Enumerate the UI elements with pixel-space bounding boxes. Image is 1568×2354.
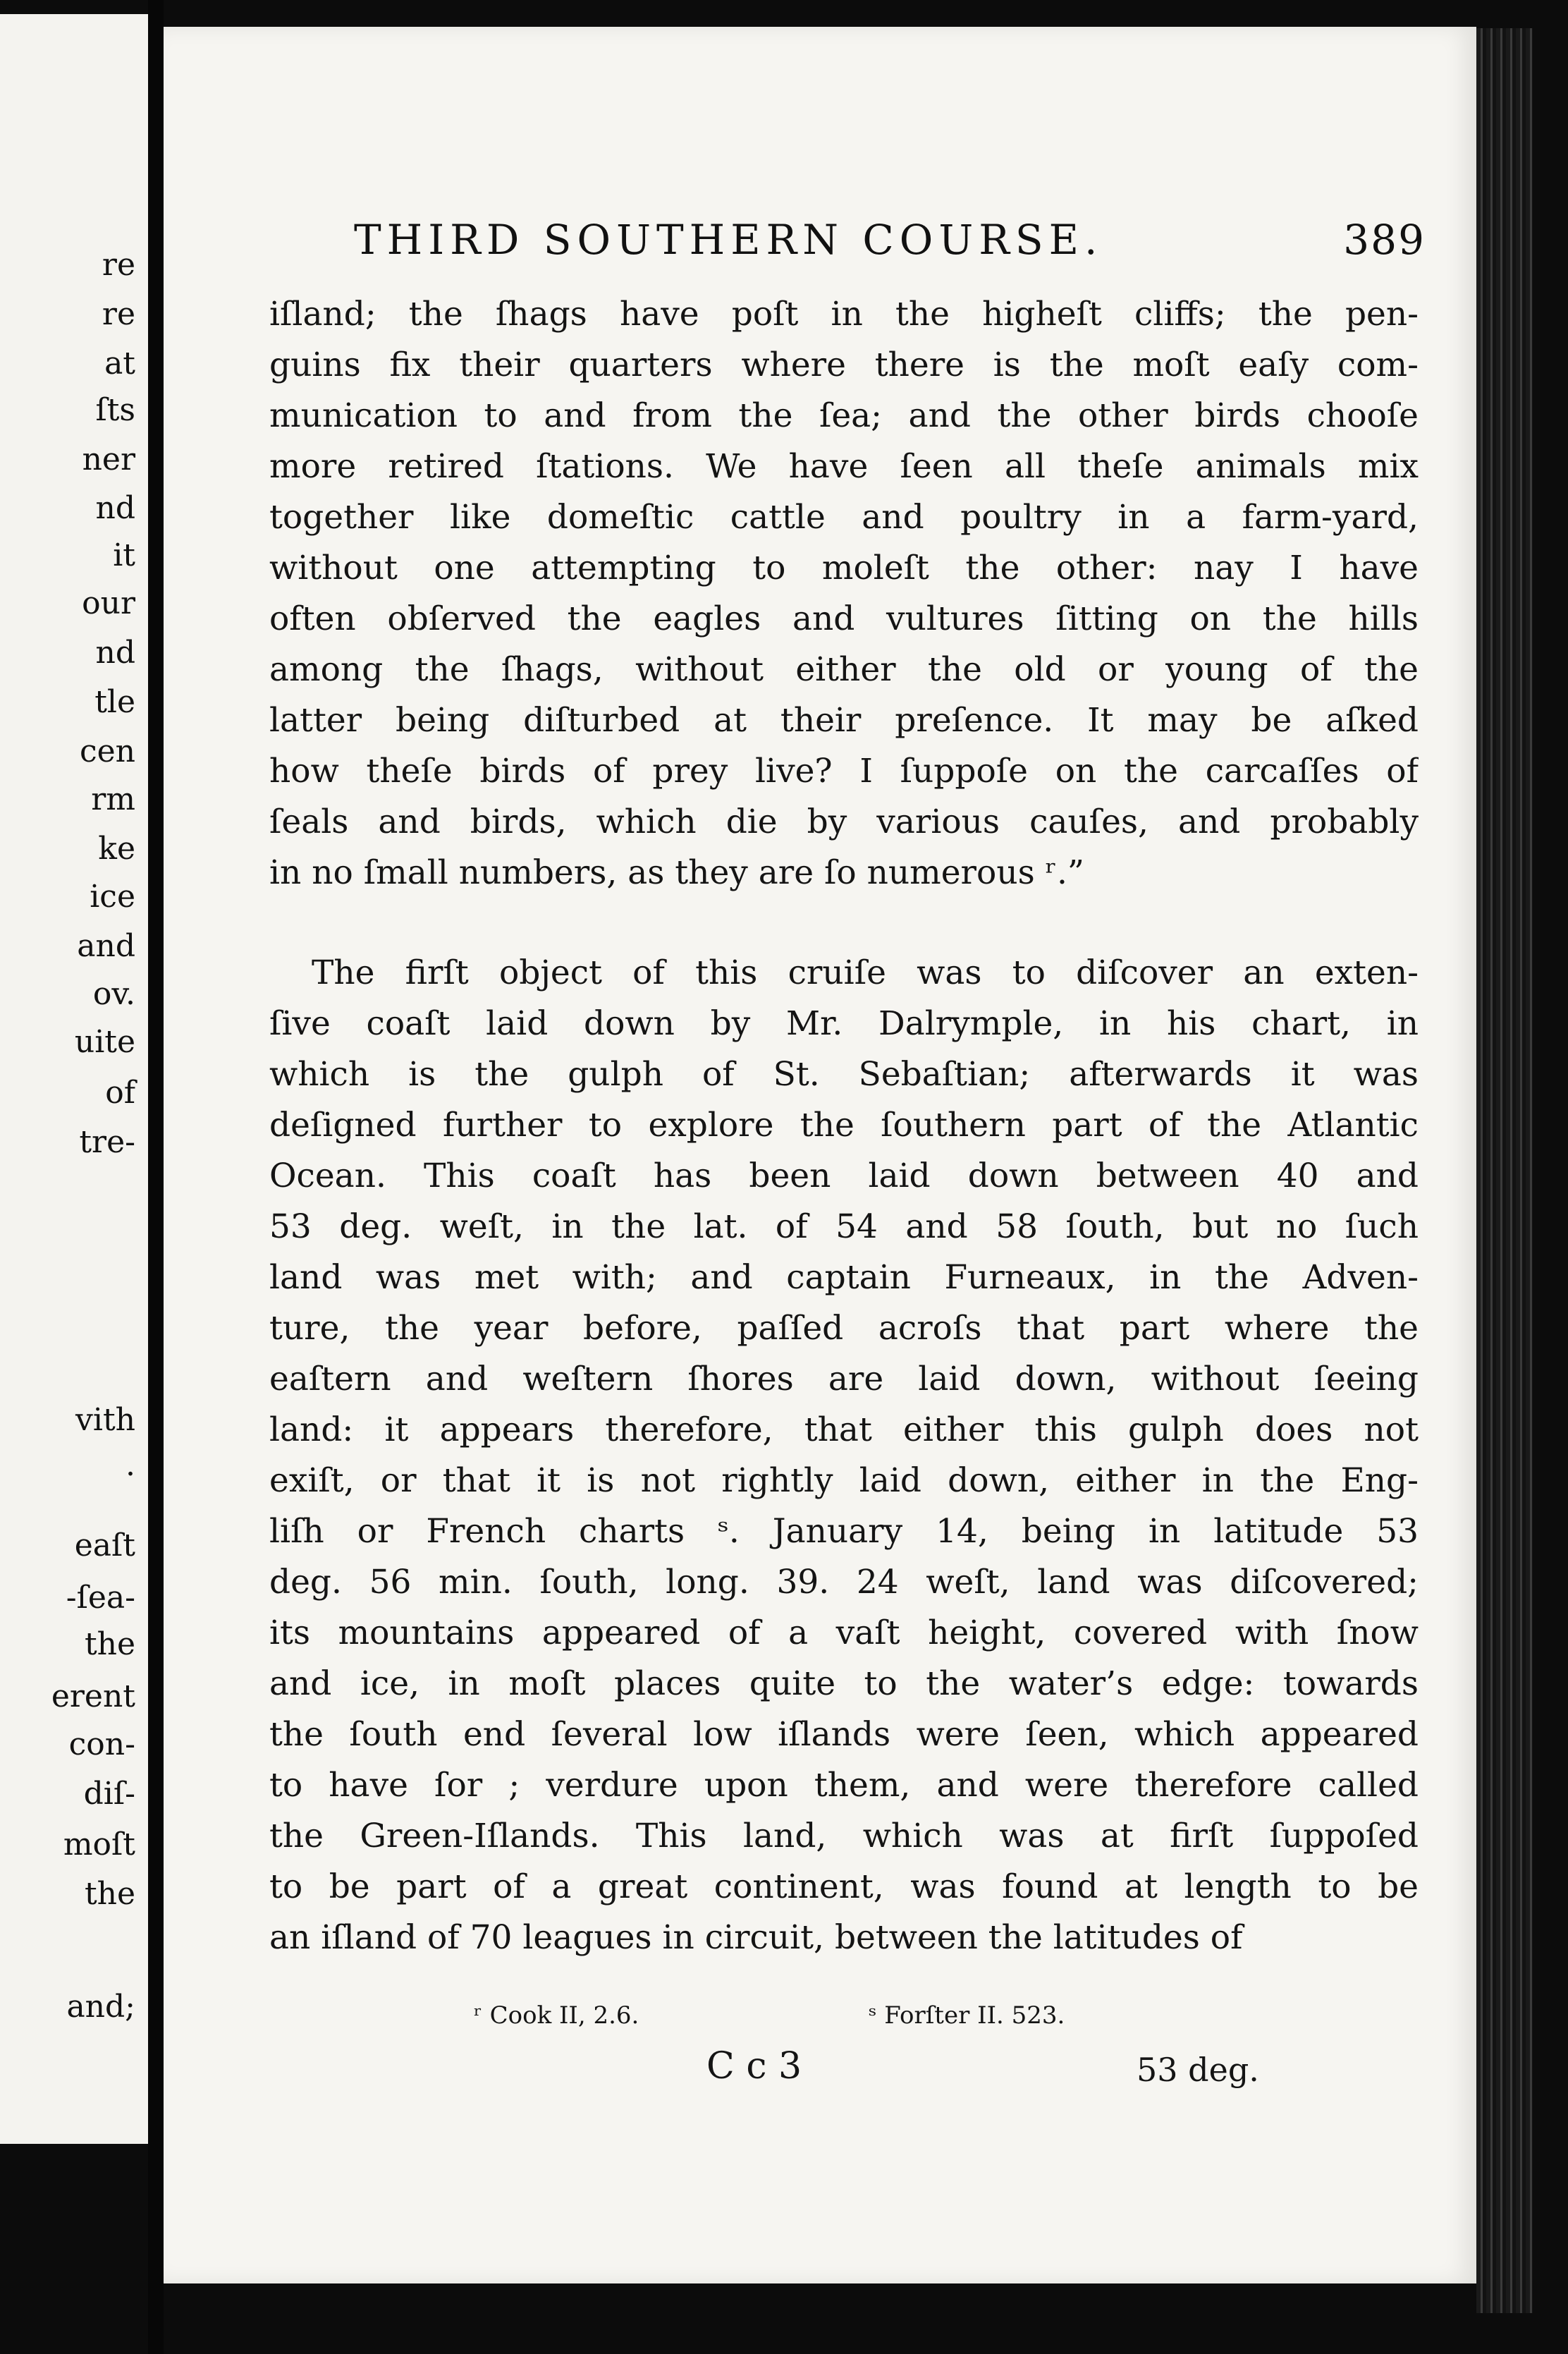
left-page-text-fragment: the [84,1626,135,1662]
text-line: liſh or French charts ˢ. January 14, being in latitude 53 [269,1512,1419,1551]
left-page-text-fragment: and; [66,1989,135,2025]
left-page-text-fragment: cen [79,733,135,769]
text-line: eaſtern and weſtern ſhores are laid down, without ſeeing [269,1360,1419,1398]
text-line: the Green-Iſlands. This land, which was at firſt ſuppoſed [269,1817,1419,1855]
book-page [164,27,1476,2283]
page-number: 389 [1343,216,1426,264]
footnote-r: ʳ Cook II, 2.6. [474,2001,639,2030]
body-text [269,289,1419,1963]
text-line: an iſland of 70 leagues in circuit, between the latitudes of [269,1918,1243,1957]
left-page-text-fragment: nd [95,635,135,671]
signature-mark: C c 3 [706,2045,802,2087]
text-line: latter being diſturbed at their preſence. It may be aſked [269,701,1419,740]
left-page-text-fragment: rm [91,781,135,817]
text-line: ſive coaſt laid down by Mr. Dalrymple, in his chart, in [269,1004,1419,1043]
left-page-text-fragment: the [84,1876,135,1912]
left-page-text-fragment: moſt [63,1827,135,1862]
text-line: to have ſor ; verdure upon them, and were therefore called [269,1766,1419,1805]
left-page-text-fragment: ke [98,831,135,867]
left-page-text-fragment: re [102,296,135,332]
text-line: and ice, in moſt places quite to the water’s edge: towards [269,1664,1419,1703]
text-line: The firſt object of this cruiſe was to diſcover an exten- [312,953,1419,992]
left-page-text-fragment: and [77,928,135,964]
left-page-text-fragment: tre- [79,1124,135,1160]
text-line: iſland; the ſhags have poſt in the higheſt cliffs; the pen- [269,295,1419,334]
running-head-title: THIRD SOUTHERN COURSE. [354,216,1103,264]
left-page-text-fragment: tle [94,684,135,720]
text-line: often obſerved the eagles and vultures ſitting on the hills [269,599,1419,638]
text-line: land was met with; and captain Furneaux, in the Adven- [269,1258,1419,1297]
text-line: the ſouth end ſeveral low iſlands were ſeen, which appeared [269,1715,1419,1754]
catchword: 53 deg. [1137,2051,1259,2089]
left-page-text-fragment: diſ- [83,1776,135,1812]
left-page-text-fragment: our [82,585,135,621]
text-line: to be part of a great continent, was found at length to be [269,1867,1419,1906]
left-page-text-fragment: erent [51,1678,135,1714]
text-line: without one attempting to moleſt the other: nay I have [269,549,1419,587]
text-line: munication to and from the ſea; and the other birds chooſe [269,396,1419,435]
text-line: ſeals and birds, which die by various cauſes, and probably [269,803,1419,841]
paragraph-1 [269,289,1419,898]
left-page-text-fragment: re [102,247,135,283]
page-edges [1476,28,1533,2313]
left-page-text-fragment: vith [75,1402,135,1438]
book-gutter [148,0,164,2354]
text-line: land: it appears therefore, that either this gulph does not [269,1410,1419,1449]
text-line: more retired ſtations. We have ſeen all theſe animals mix [269,447,1419,486]
text-line: among the ſhags, without either the old or young of the [269,650,1419,689]
footnote-s: ˢ Forſter II. 523. [869,2001,1065,2030]
text-line: Ocean. This coaſt has been laid down between 40 and [269,1157,1419,1195]
text-line: how theſe birds of prey live? I ſuppoſe on the carcaſſes of [269,752,1419,791]
left-page-text-fragment: at [104,346,135,382]
text-line: guins fix their quarters where there is the moſt eaſy com- [269,346,1419,384]
left-page-text-fragment: con- [68,1726,135,1762]
text-line: which is the gulph of St. Sebaſtian; afterwards it was [269,1055,1419,1094]
text-line: its mountains appeared of a vaſt height, covered with ſnow [269,1614,1419,1652]
left-page-text-fragment: ov. [92,976,135,1012]
running-head [354,216,1426,264]
left-page-text-fragment: uite [74,1024,135,1060]
left-page-fragment [0,14,148,2144]
text-line: deſigned further to explore the ſouthern part of the Atlantic [269,1106,1419,1145]
text-line: deg. 56 min. ſouth, long. 39. 24 weſt, land was diſcovered; [269,1563,1419,1602]
left-page-text-fragment: of [105,1075,135,1111]
left-page-text-fragment: nd [95,490,135,526]
left-page-text-fragment: . [125,1447,135,1483]
text-line: in no ſmall numbers, as they are ſo numerous ʳ.” [269,853,1084,892]
left-page-text-fragment: ice [90,879,135,915]
text-line: ture, the year before, paſſed acroſs that part where the [269,1309,1419,1348]
text-line: together like domeſtic cattle and poultry in a farm-yard, [269,498,1419,537]
left-page-text-fragment: ner [82,441,135,477]
left-page-text-fragment: ſts [95,392,135,428]
left-page-text-fragment: it [113,537,135,573]
text-line: exiſt, or that it is not rightly laid down, either in the Eng- [269,1461,1419,1500]
paragraph-2 [269,948,1419,1963]
text-line: 53 deg. weſt, in the lat. of 54 and 58 ſouth, but no ſuch [269,1207,1419,1246]
left-page-text-fragment: eaſt [74,1527,135,1563]
footnotes [474,2001,1320,2030]
left-page-text-fragment: -ſea- [66,1580,135,1616]
